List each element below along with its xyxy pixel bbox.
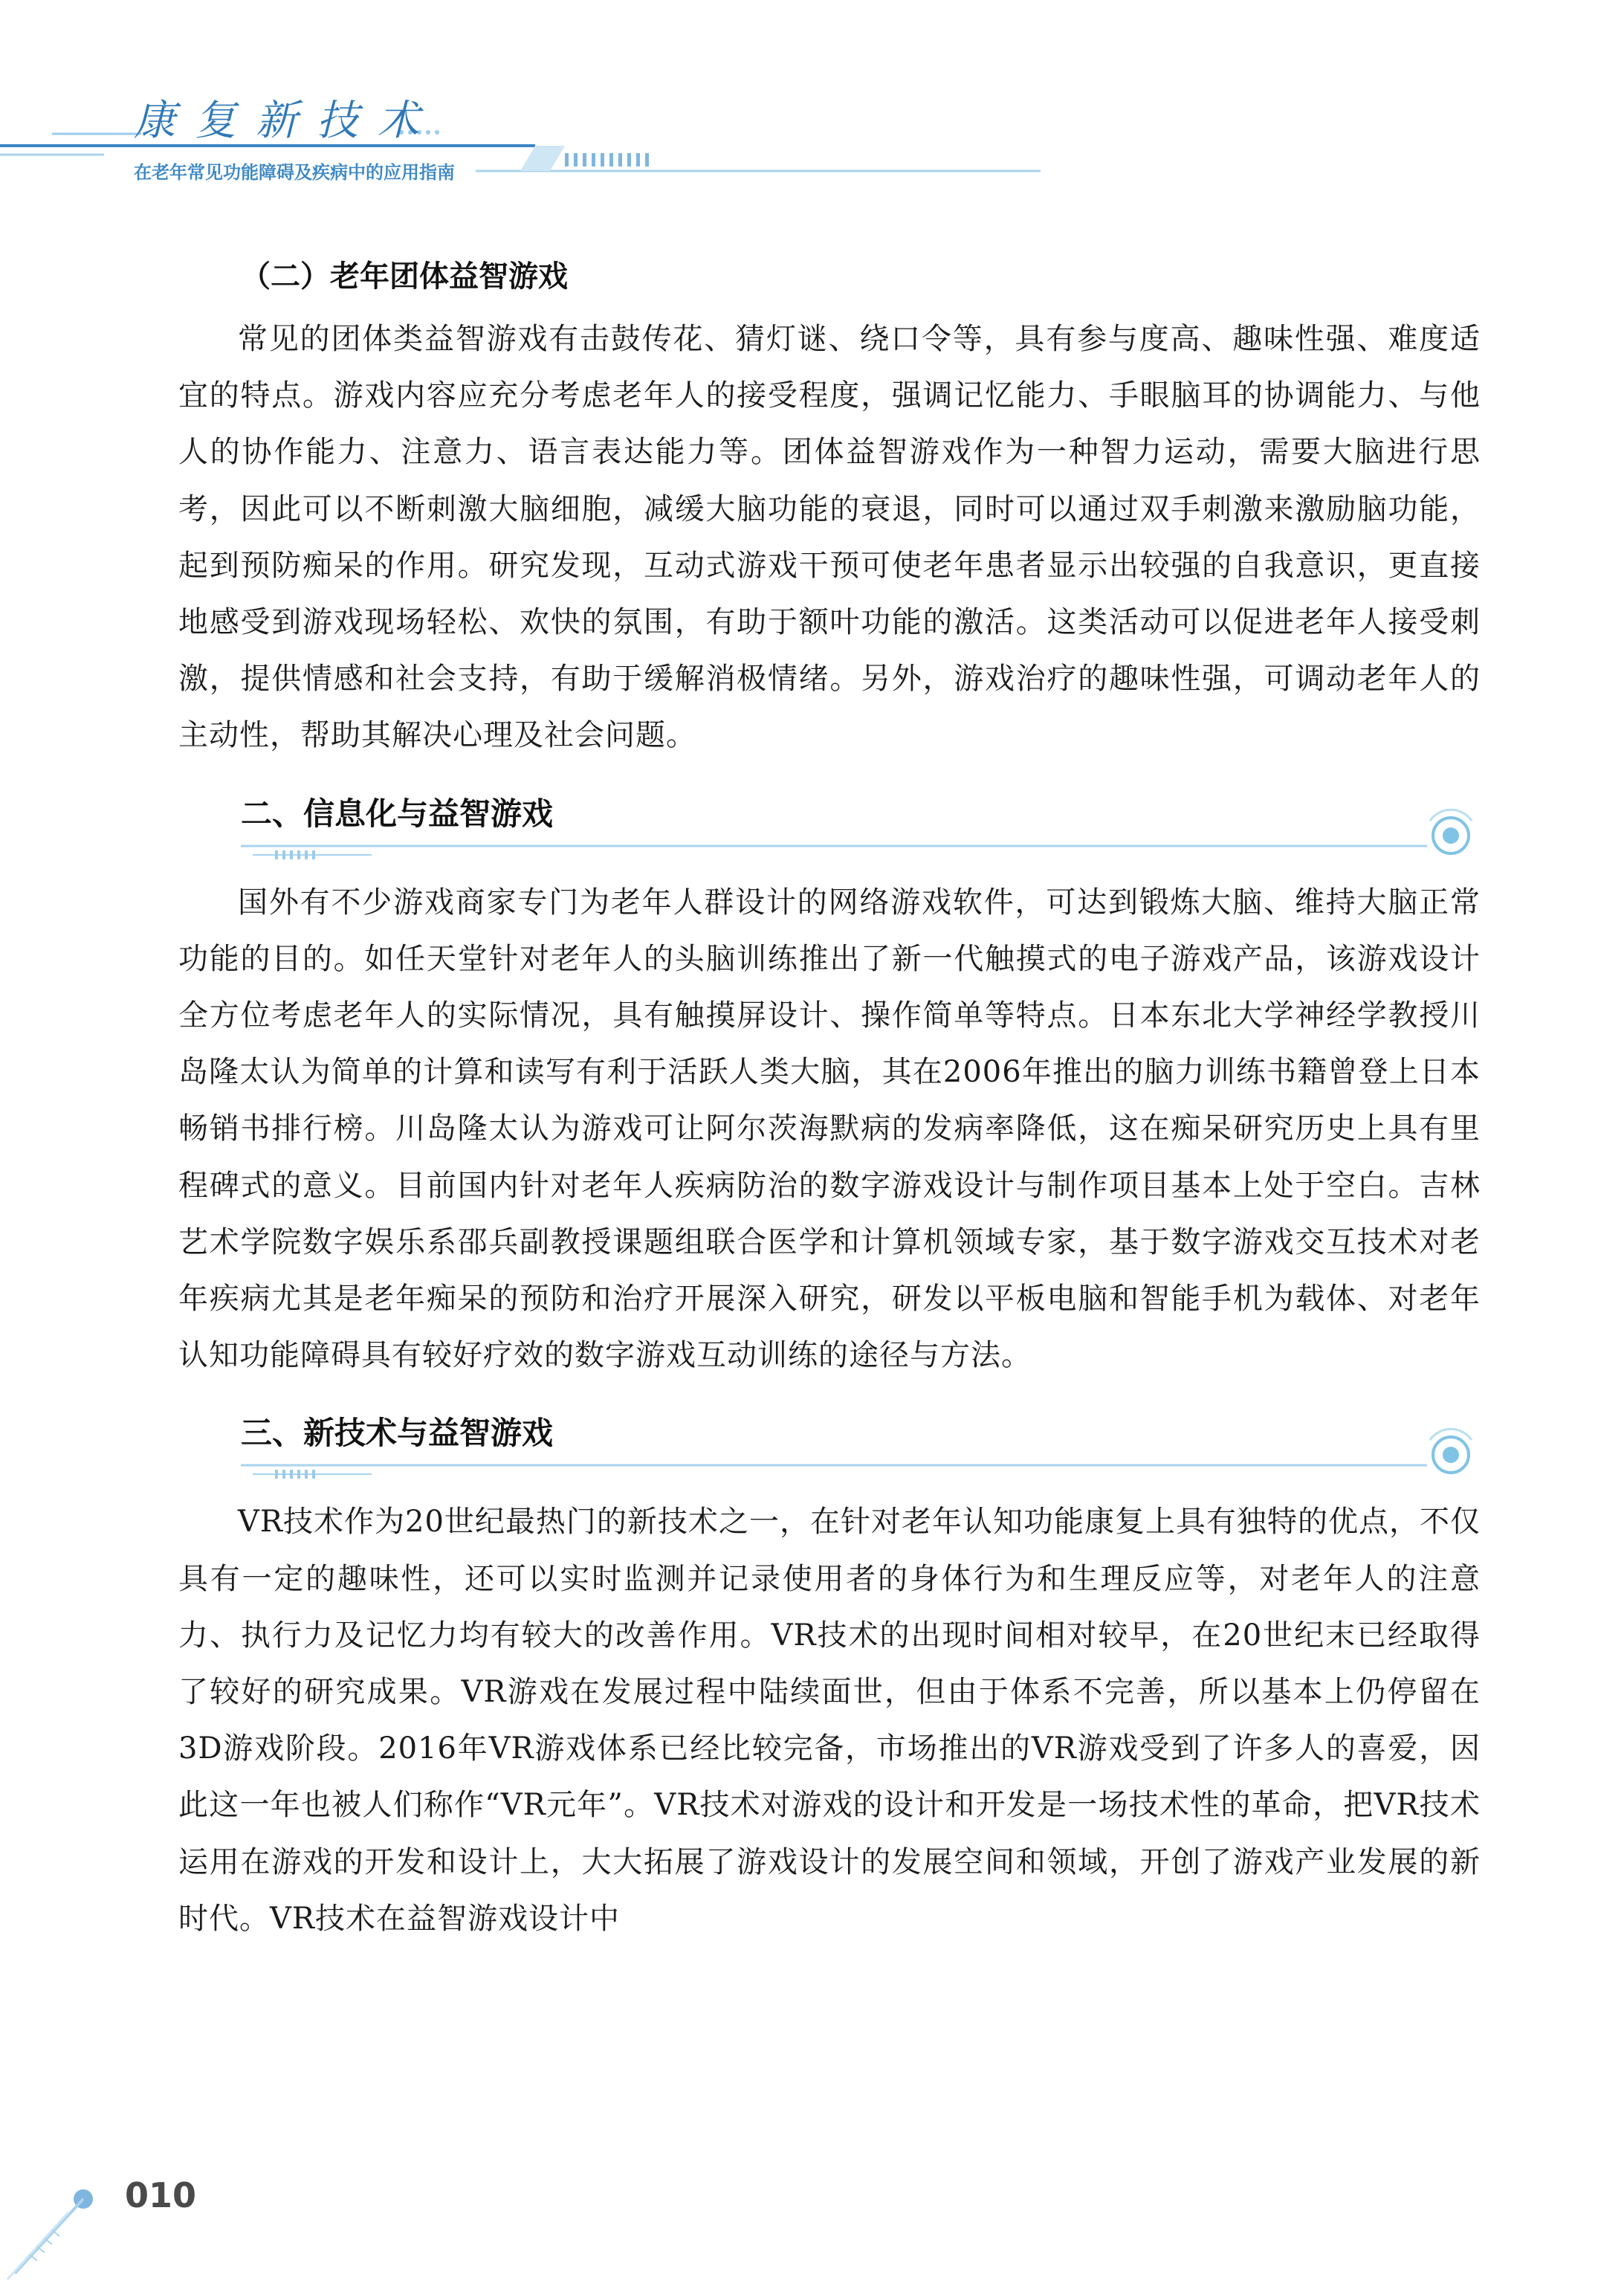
subheading-group-games: （二）老年团体益智游戏 bbox=[241, 259, 568, 294]
section-heading-informatization bbox=[178, 782, 1481, 864]
page-number: 010 bbox=[125, 2175, 197, 2215]
section-title-new-technology: 三、新技术与益智游戏 bbox=[241, 1415, 554, 1452]
section-title-informatization: 二、信息化与益智游戏 bbox=[241, 795, 554, 832]
paragraph-informatization: 国外有不少游戏商家专门为老年人群设计的网络游戏软件，可达到锻炼大脑、维持大脑正常功能的目的。如任天堂针对老年人的头脑训练推出了新一代触摸式的电子游戏产品，该游戏设计全方位考虑老年人的实际情况，具有触摸屏设计、操作简单等特点。日本东北大学神经学教授川岛隆太认为简单的计算和读写有利于活跃人类大脑，其在2006年推出的脑力训练书籍曾登上日本畅销书排行榜。川岛隆太认为游戏可让阿尔茨海默病的发病率降低，这在痴呆研究历史上具有里程碑式的意义。目前国内针对老年人疾病防治的数字游戏设计与制作项目基本上处于空白。吉林艺术学院数字娱乐系邵兵副教授课题组联合医学和计算机领域专家，基于数字游戏交互技术对老年疾病尤其是老年痴呆的预防和治疗开展深入研究，研发以平板电脑和智能手机为载体、对老年认知功能障碍具有较好疗效的数字游戏互动训练的途径与方法。 bbox=[178, 885, 1481, 1373]
book-subtitle: 在老年常见功能障碍及疾病中的应用指南 bbox=[134, 162, 455, 183]
page-header bbox=[0, 0, 1624, 208]
page-footer bbox=[0, 2141, 297, 2283]
paragraph-group-games: 常见的团体类益智游戏有击鼓传花、猜灯谜、绕口令等，具有参与度高、趣味性强、难度适宜的特点。游戏内容应充分考虑老年人的接受程度，强调记忆能力、手眼脑耳的协调能力、与他人的协作能力、注意力、语言表达能力等。团体益智游戏作为一种智力运动，需要大脑进行思考，因此可以不断刺激大脑细胞，减缓大脑功能的衰退，同时可以通过双手刺激来激励脑功能，起到预防痴呆的作用。研究发现，互动式游戏干预可使老年患者显示出较强的自我意识，更直接地感受到游戏现场轻松、欢快的氛围，有助于额叶功能的激活。这类活动可以促进老年人接受刺激，提供情感和社会支持，有助于缓解消极情绪。另外，游戏治疗的趣味性强，可调动老年人的主动性，帮助其解决心理及社会问题。 bbox=[178, 322, 1481, 753]
section-heading-new-technology bbox=[178, 1401, 1481, 1483]
book-series-title: 康复新技术 bbox=[134, 97, 439, 145]
page-content bbox=[178, 253, 1481, 1947]
paragraph-new-technology: VR技术作为20世纪最热门的新技术之一，在针对老年认知功能康复上具有独特的优点，不仅具有一定的趣味性，还可以实时监测并记录使用者的身体行为和生理反应等，对老年人的注意力、执行力及记忆力均有较大的改善作用。VR技术的出现时间相对较早，在20世纪末已经取得了较好的研究成果。VR游戏在发展过程中陆续面世，但由于体系不完善，所以基本上仍停留在3D游戏阶段。2016年VR游戏体系已经比较完备，市场推出的VR游戏受到了许多人的喜爱，因此这一年也被人们称作“VR元年”。VR技术对游戏的设计和开发是一场技术性的革命，把VR技术运用在游戏的开发和设计上，大大拓展了游戏设计的发展空间和领域，开创了游戏产业发展的新时代。VR技术在益智游戏设计中 bbox=[178, 1505, 1481, 1936]
